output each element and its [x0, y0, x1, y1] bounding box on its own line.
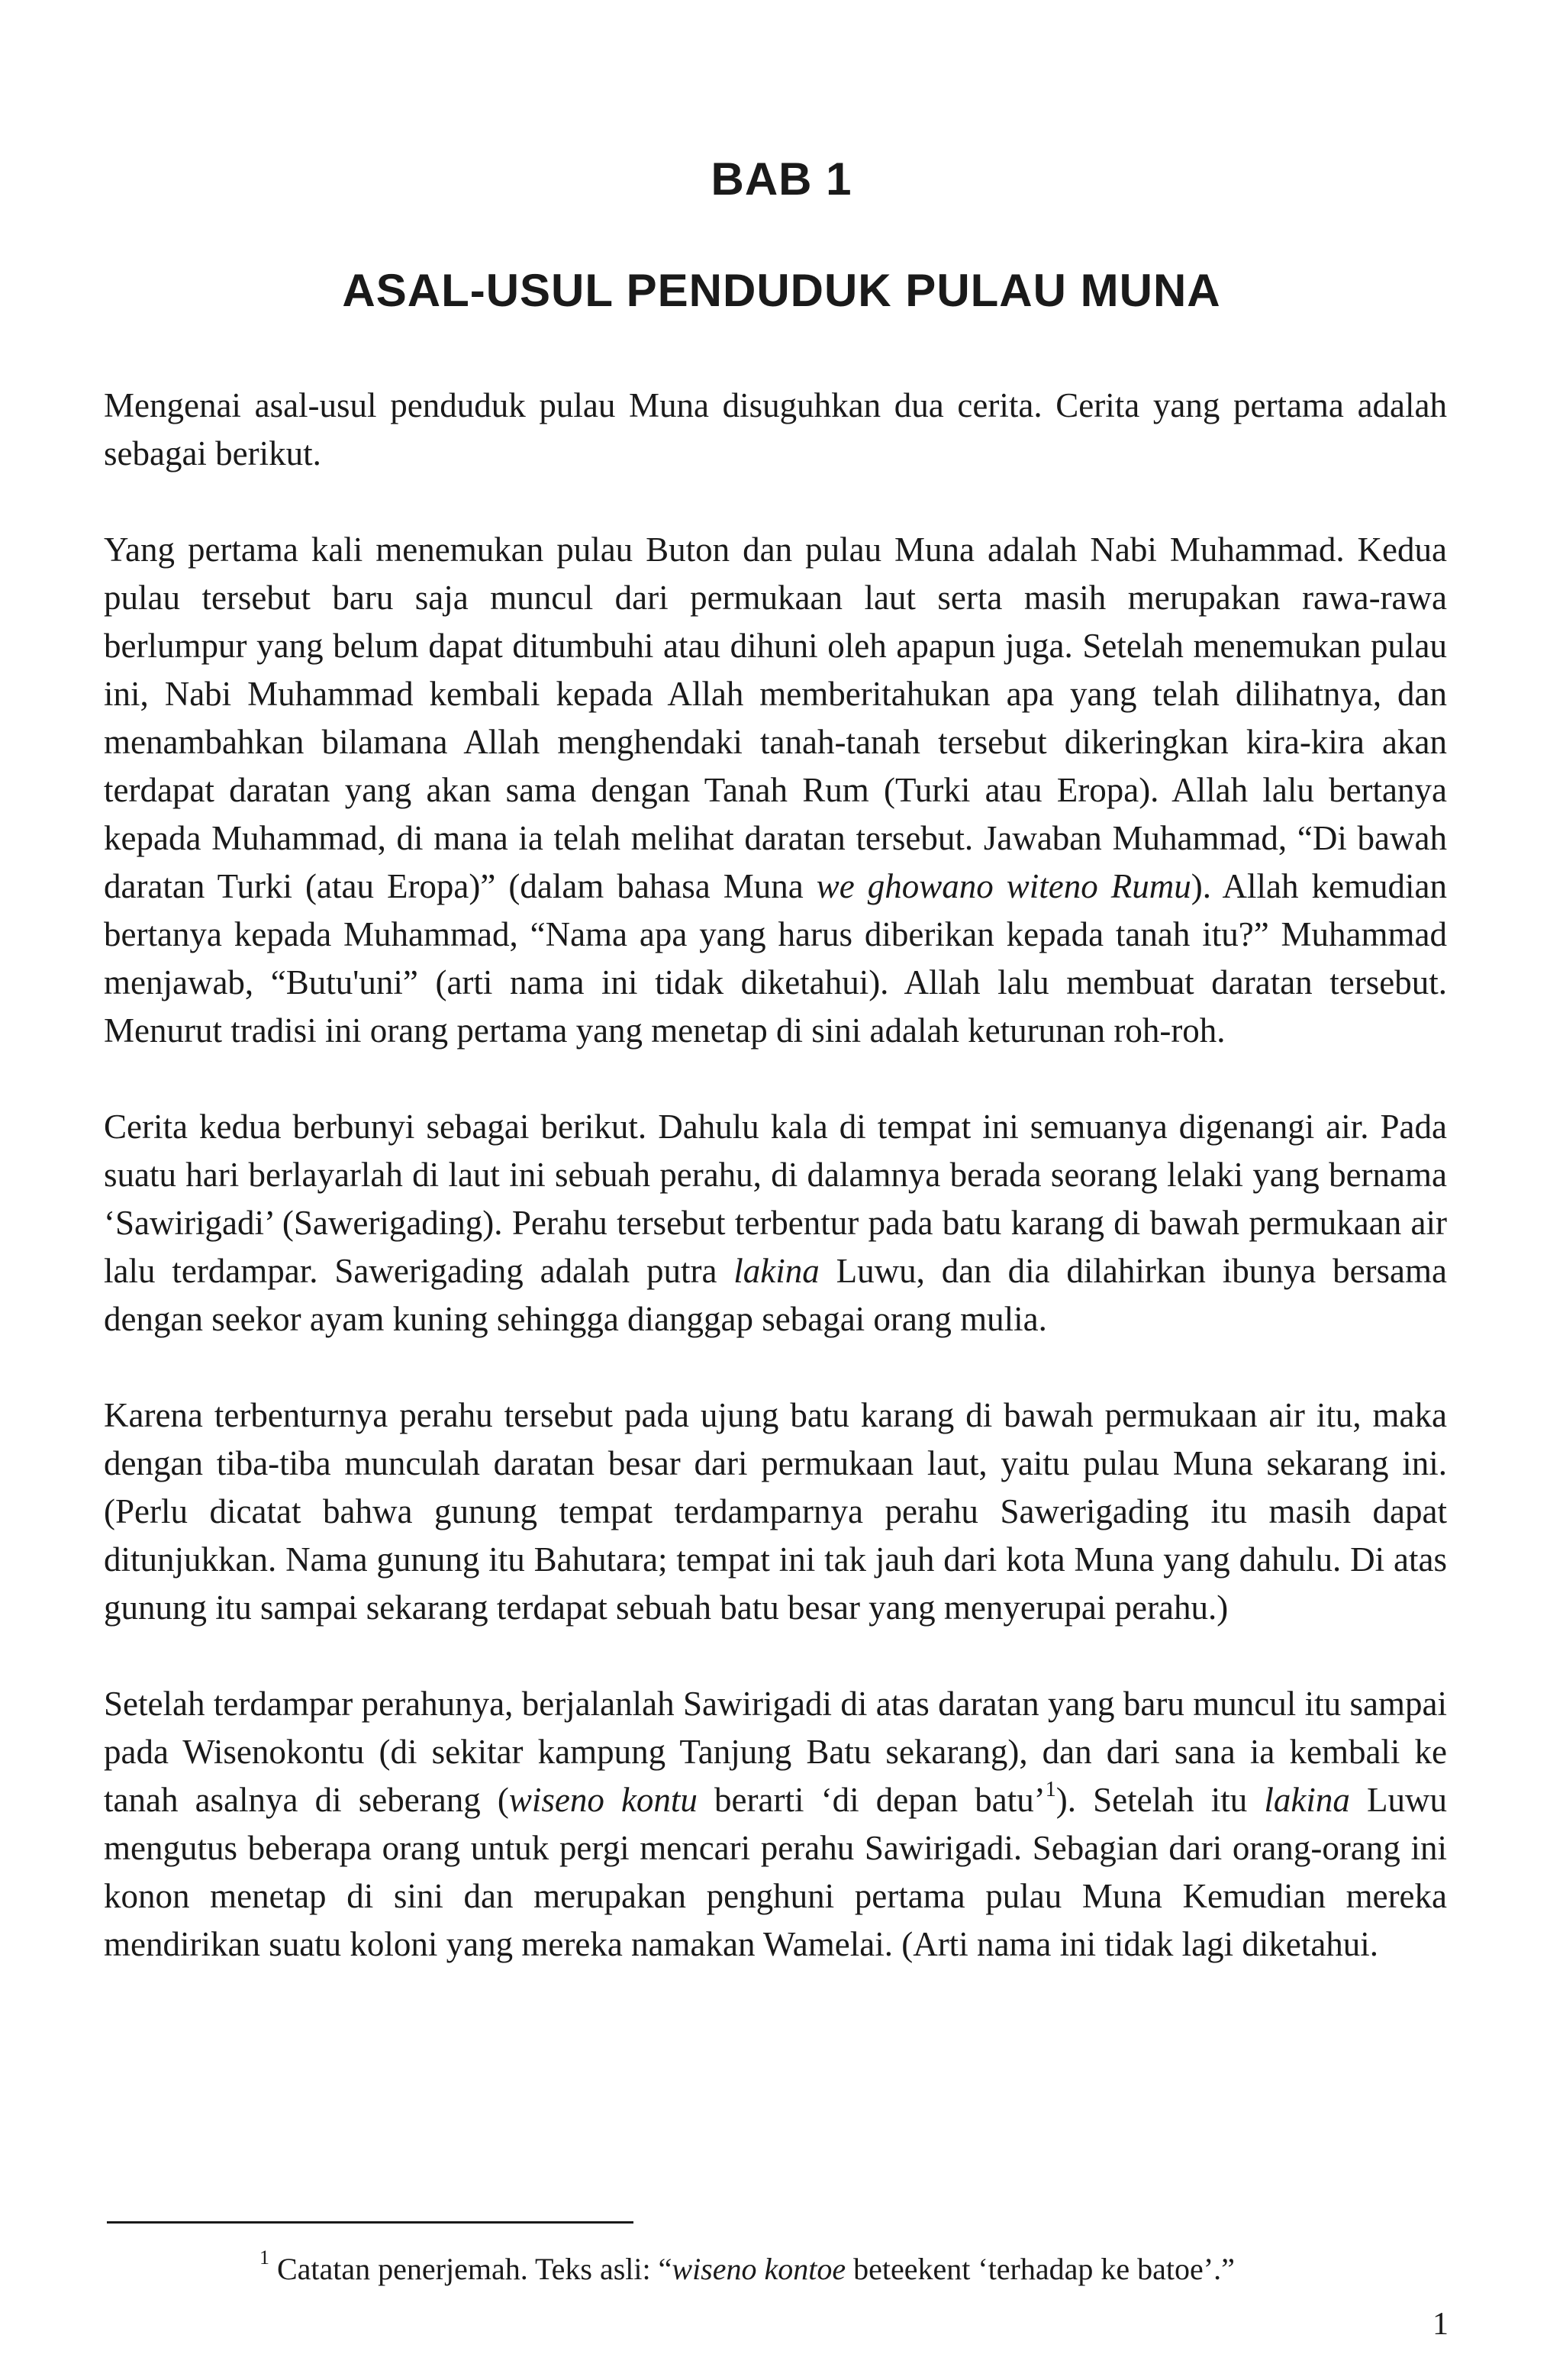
footnote-italic: wiseno kontoe: [672, 2252, 846, 2286]
footnote-marker: 1: [259, 2246, 269, 2269]
paragraph-2-text-a: Yang pertama kali menemukan pulau Buton dan pulau Muna adalah Nabi Muhammad. Kedua pulau tersebut baru saja muncul dari permukaan laut serta masih merupakan rawa-rawa berlumpur yang belum dapat ditumbuhi atau dihuni oleh apapun juga. Setelah menemukan pulau ini, Nabi Muhammad kembali kepada Allah memberitahukan apa yang telah dilihatnya, dan menambahkan bilamana Allah menghendaki tanah-tanah tersebut dikeringkan kira-kira akan terdapat daratan yang akan sama dengan Tanah Rum (Turki atau Eropa). Allah lalu bertanya kepada Muhammad, di mana ia telah melihat daratan tersebut. Jawaban Muhammad, “Di bawah daratan Turki (atau Eropa)” (dalam bahasa Muna: [104, 531, 1447, 905]
paragraph-5-italic-2: lakina: [1264, 1781, 1350, 1819]
footnote-divider: [107, 2221, 633, 2224]
paragraph-1-text: Mengenai asal-usul penduduk pulau Muna disuguhkan dua cerita. Cerita yang pertama adalah sebagai berikut.: [104, 386, 1447, 472]
paragraph-2-text-b: ). Allah kemudian bertanya kepada Muhammad, “Nama apa yang harus diberikan kepada tanah itu?” Muhammad menjawab, “Butu'uni” (arti nama ini tidak diketahui). Allah lalu membuat daratan tersebut. Menurut tradisi ini orang pertama yang menetap di sini adalah keturunan roh-roh.: [104, 867, 1447, 1050]
paragraph-5-italic-1: wiseno kontu: [508, 1781, 698, 1819]
chapter-title: ASAL-USUL PENDUDUK PULAU MUNA: [342, 265, 1221, 316]
paragraph-3: [104, 1103, 1447, 1343]
chapter-label: BAB 1: [711, 153, 852, 205]
paragraph-5-text-c: ). Setelah itu: [1055, 1781, 1265, 1819]
paragraph-5-text-d: Luwu mengutus beberapa orang untuk pergi mencari perahu Sawirigadi. Sebagian dari orang-orang ini konon menetap di sini dan merupakan penghuni pertama pulau Muna Kemudian mereka mendirikan suatu koloni yang mereka namakan Wamelai. (Arti nama ini tidak lagi diketahui.: [104, 1781, 1447, 1963]
paragraph-1: [104, 382, 1447, 478]
paragraph-5-text-a: Setelah terdampar perahunya, berjalanlah Sawirigadi di atas daratan yang baru muncul itu sampai pada Wisenokontu (di sekitar kampung Tanjung Batu sekarang), dan dari sana ia kembali ke tanah asalnya di seberang (: [104, 1685, 1447, 1819]
footnote-text-a: Catatan penerjemah. Teks asli: “: [269, 2252, 672, 2286]
paragraph-3-text-b: Luwu, dan dia dilahirkan ibunya bersama dengan seekor ayam kuning sehingga dianggap sebagai orang mulia.: [104, 1252, 1447, 1338]
footnote-text-b: beteekent ‘terhadap ke batoe’.”: [846, 2252, 1235, 2286]
footnote: [259, 2246, 1481, 2288]
paragraph-2: [104, 526, 1447, 1055]
body-text: [104, 382, 1447, 1969]
paragraph-4: [104, 1392, 1447, 1632]
page-number: 1: [1432, 2307, 1449, 2342]
footnote-reference[interactable]: 1: [1045, 1778, 1056, 1801]
paragraph-2-italic: we ghowano witeno Rumu: [816, 867, 1191, 905]
paragraph-3-italic: lakina: [733, 1252, 820, 1290]
paragraph-5-text-b: berarti ‘di depan batu’: [697, 1781, 1046, 1819]
paragraph-4-text: Karena terbenturnya perahu tersebut pada ujung batu karang di bawah permukaan air itu, maka dengan tiba-tiba munculah daratan besar dari permukaan laut, yaitu pulau Muna sekarang ini. (Perlu dicatat bahwa gunung tempat terdamparnya perahu Sawerigading itu masih dapat ditunjukkan. Nama gunung itu Bahutara; tempat ini tak jauh dari kota Muna yang dahulu. Di atas gunung itu sampai sekarang terdapat sebuah batu besar yang menyerupai perahu.): [104, 1396, 1447, 1627]
paragraph-5: [104, 1680, 1447, 1969]
paragraph-3-text-a: Cerita kedua berbunyi sebagai berikut. Dahulu kala di tempat ini semuanya digenangi air. Pada suatu hari berlayarlah di laut ini sebuah perahu, di dalamnya berada seorang lelaki yang bernama ‘Sawirigadi’ (Sawerigading). Perahu tersebut terbentur pada batu karang di bawah permukaan air lalu terdampar. Sawerigading adalah putra: [104, 1108, 1447, 1290]
